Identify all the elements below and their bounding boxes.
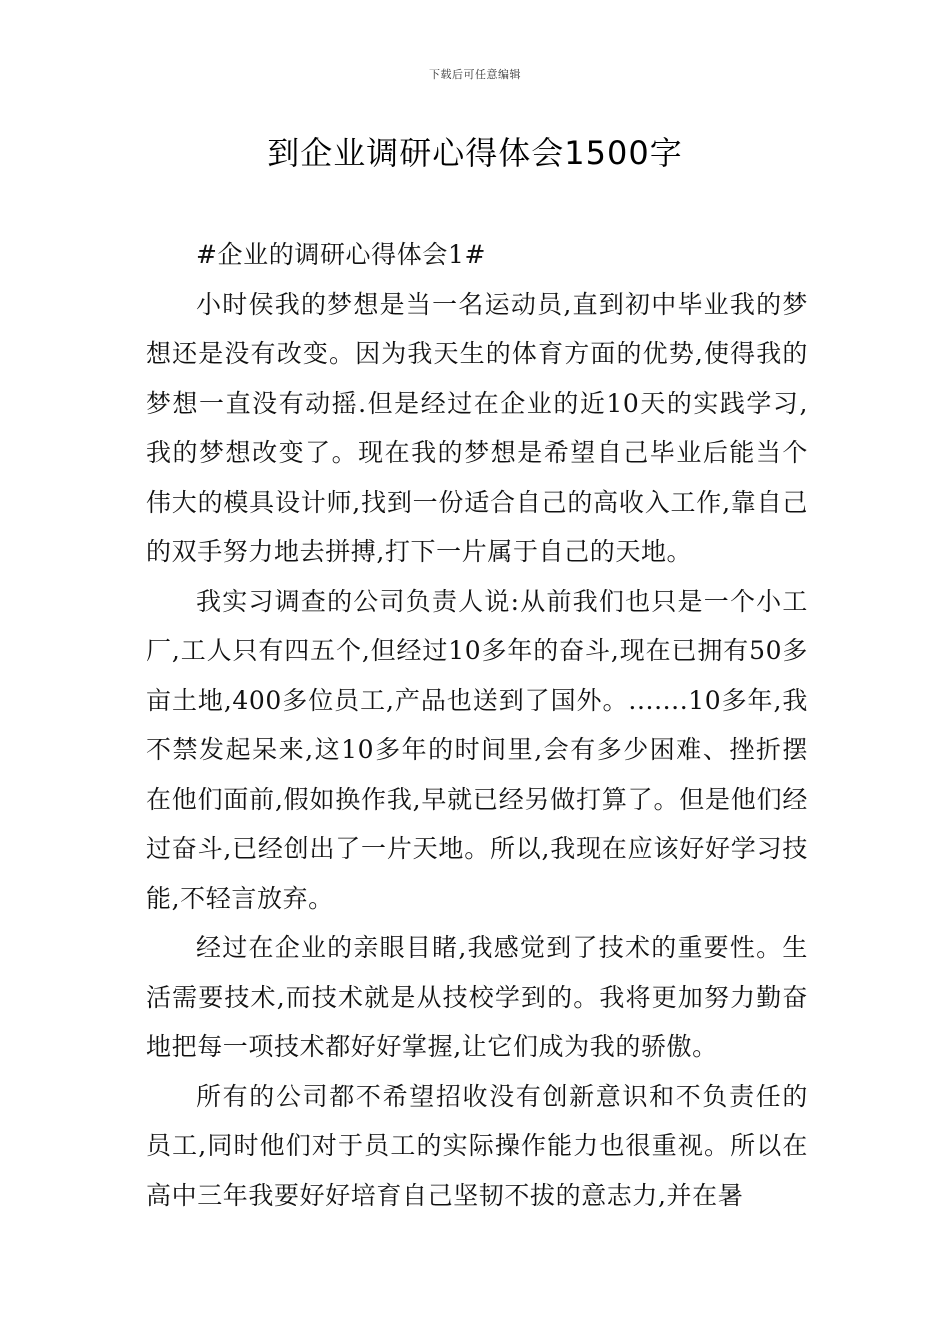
paragraph: 我实习调查的公司负责人说:从前我们也只是一个小工厂,工人只有四五个,但经过10多年的奋斗,现在已拥有50多亩土地,400多位员工,产品也送到了国外。.......10多年,我不禁发起呆来,这10多年的时间里,会有多少困难、挫折摆在他们面前,假如换作我,早就已经另做打算了。但是他们经过奋斗,已经创出了一片天地。所以,我现在应该好好学习技能,不轻言放弃。 bbox=[146, 586, 808, 913]
header-note: 下载后可任意编辑 bbox=[429, 68, 521, 81]
paragraph: 经过在企业的亲眼目睹,我感觉到了技术的重要性。生活需要技术,而技术就是从技校学到的。我将更加努力勤奋地把每一项技术都好好掌握,让它们成为我的骄傲。 bbox=[146, 933, 808, 1061]
document-title: 到企业调研心得体会1500字 bbox=[267, 134, 683, 172]
paragraph: 所有的公司都不希望招收没有创新意识和不负责任的员工,同时他们对于员工的实际操作能力也很重视。所以在高中三年我要好好培育自己坚韧不拔的意志力,并在暑 bbox=[146, 1081, 808, 1210]
paragraph: 小时侯我的梦想是当一名运动员,直到初中毕业我的梦想还是没有改变。因为我天生的体育方面的优势,使得我的梦想一直没有动摇.但是经过在企业的近10天的实践学习,我的梦想改变了。现在我的梦想是希望自己毕业后能当个伟大的模具设计师,找到一份适合自己的高收入工作,靠自己的双手努力地去拼搏,打下一片属于自己的天地。 bbox=[146, 289, 808, 566]
section-subheading: #企业的调研心得体会1# bbox=[196, 240, 487, 269]
document-body bbox=[146, 230, 808, 1220]
